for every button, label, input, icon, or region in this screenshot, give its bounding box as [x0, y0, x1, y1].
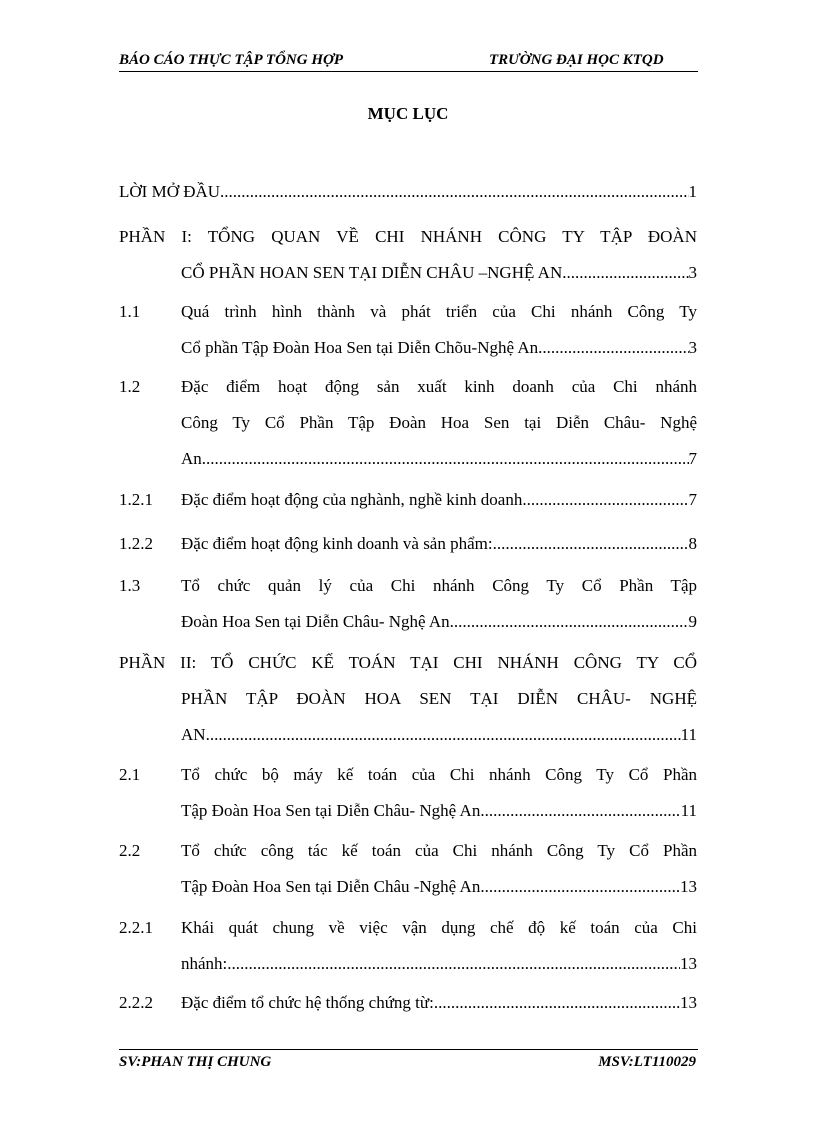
toc-entry-title-line: Đoàn Hoa Sen tại Diễn Châu- Nghệ An — [181, 612, 450, 631]
toc-page-number: 7 — [688, 449, 697, 468]
toc-entry-intro[interactable] — [119, 174, 697, 210]
toc-entry-1-2-2[interactable] — [119, 526, 697, 562]
page-title: MỤC LỤC — [367, 104, 449, 123]
toc-entry-title: Đặc điểm hoạt động của nghành, nghề kinh doanh — [181, 490, 523, 509]
toc-page-number: 13 — [680, 993, 697, 1012]
toc-entry-2-2[interactable] — [119, 833, 697, 905]
toc-page-number: 8 — [688, 534, 697, 553]
toc-entry-title-line: PHẦN I: TỔNG QUAN VỀ CHI NHÁNH CÔNG TY TẬP ĐOÀN — [119, 227, 697, 246]
toc-section-number: 1.2.2 — [119, 534, 153, 553]
toc-entry-title-line: Tổ chức quản lý của Chi nhánh Công Ty Cổ Phần Tập — [181, 576, 697, 595]
toc-page-number: 7 — [688, 490, 697, 509]
page-header — [119, 52, 698, 72]
toc-entry-title: Đặc điểm hoạt động kinh doanh và sản phẩm: — [181, 534, 493, 553]
toc-entry-part-2[interactable] — [119, 645, 697, 753]
toc-entry-title-line: Đặc điểm hoạt động sản xuất kinh doanh của Chi nhánh — [181, 377, 697, 396]
toc-page-number: 11 — [680, 725, 697, 744]
toc-section-number: 2.1 — [119, 765, 141, 784]
toc-entry-1-2-1[interactable] — [119, 482, 697, 518]
toc-entry-title: LỜI MỞ ĐẦU — [119, 182, 221, 201]
toc-entry-1-3[interactable] — [119, 568, 697, 640]
header-report-title: BÁO CÁO THỰC TẬP TỔNG HỢP — [119, 52, 343, 68]
toc-entry-title-line: nhánh: — [181, 954, 228, 973]
toc-section-number: 1.2.1 — [119, 490, 153, 509]
toc-page-number: 1 — [688, 182, 697, 201]
toc-section-number: 1.1 — [119, 302, 141, 321]
toc-section-number: 1.2 — [119, 377, 141, 396]
toc-entry-title-line: Tổ chức công tác kế toán của Chi nhánh Công Ty Cổ Phần — [181, 841, 697, 860]
toc-page-number: 13 — [680, 954, 697, 973]
toc-section-number: 1.3 — [119, 576, 141, 595]
toc-entry-1-2[interactable] — [119, 369, 697, 477]
footer-student-name: SV:PHAN THỊ CHUNG — [119, 1054, 272, 1070]
toc-entry-title-line: AN — [181, 725, 206, 744]
toc-entry-title-line: Quá trình hình thành và phát triển của Chi nhánh Công Ty — [181, 302, 697, 321]
page-footer — [119, 1049, 698, 1074]
toc-page-number: 3 — [688, 338, 697, 357]
toc-entry-title-line: Công Ty Cổ Phần Tập Đoàn Hoa Sen tại Diễn Châu- Nghệ — [181, 413, 697, 432]
toc-entry-part-1[interactable] — [119, 219, 697, 291]
toc-page-number: 3 — [688, 263, 697, 282]
footer-student-id: MSV:LT110029 — [598, 1054, 696, 1070]
toc-entry-title-line: Tập Đoàn Hoa Sen tại Diễn Châu -Nghệ An — [181, 877, 481, 896]
toc-page-number: 9 — [688, 612, 697, 631]
toc-entry-2-1[interactable] — [119, 757, 697, 829]
toc-entry-2-2-1[interactable] — [119, 910, 697, 982]
toc-section-number: 2.2.2 — [119, 993, 153, 1012]
toc-section-number: 2.2.1 — [119, 918, 153, 937]
toc-entry-title-line: CỔ PHẦN HOAN SEN TẠI DIỄN CHÂU –NGHỆ AN — [181, 263, 563, 282]
toc-page-number: 13 — [680, 877, 697, 896]
toc-entry-1-1[interactable] — [119, 294, 697, 366]
toc-entry-title-line: An — [181, 449, 202, 468]
toc-entry-title-line: Tổ chức bộ máy kế toán của Chi nhánh Công Ty Cổ Phần — [181, 765, 697, 784]
toc-entry-title-line: Cổ phần Tập Đoàn Hoa Sen tại Diễn Chõu-Nghệ An — [181, 338, 539, 357]
toc-entry-title-line: PHẦN TẬP ĐOÀN HOA SEN TẠI DIỄN CHÂU- NGHỆ — [181, 689, 697, 708]
toc-entry-2-2-2[interactable] — [119, 985, 697, 1021]
toc-entry-title-line: PHẦN II: TỔ CHỨC KẾ TOÁN TẠI CHI NHÁNH CÔNG TY CỔ — [119, 653, 697, 672]
toc-entry-title: Đặc điểm tổ chức hệ thống chứng từ: — [181, 993, 434, 1012]
toc-section-number: 2.2 — [119, 841, 141, 860]
header-university: TRƯỜNG ĐẠI HỌC KTQD — [489, 52, 664, 68]
toc-entry-title-line: Khái quát chung về việc vận dụng chế độ kế toán của Chi — [181, 918, 697, 937]
toc-page-number: 11 — [680, 801, 697, 820]
toc-entry-title-line: Tập Đoàn Hoa Sen tại Diễn Châu- Nghệ An — [181, 801, 481, 820]
